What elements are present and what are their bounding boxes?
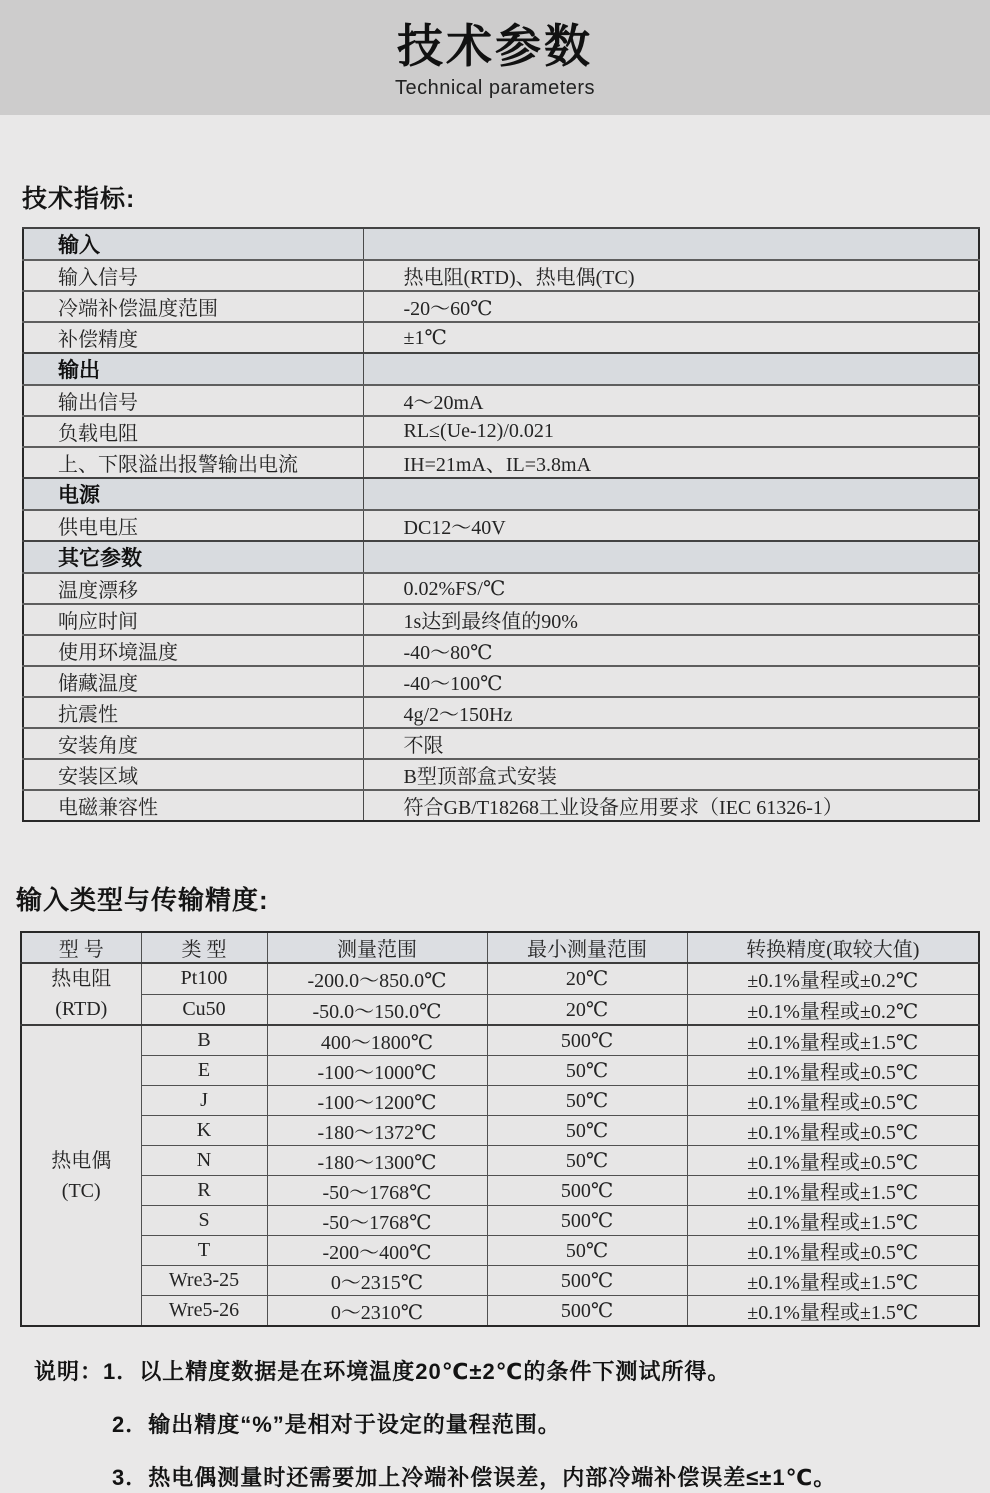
- spec-row: [23, 416, 979, 447]
- spec-row: [23, 728, 979, 759]
- spec-row: [23, 573, 979, 604]
- spec-row: [23, 790, 979, 821]
- range-cell: 0～2310℃: [267, 1296, 487, 1327]
- type-cell: N: [141, 1146, 267, 1176]
- type-cell: Wre3-25: [141, 1266, 267, 1296]
- range-cell: -50.0～150.0℃: [267, 994, 487, 1025]
- accuracy-cell: ±0.1%量程或±0.5℃: [687, 1056, 979, 1086]
- min-range-cell: 500℃: [487, 1296, 687, 1327]
- spec-label: 安装区域: [23, 759, 363, 790]
- spec-section-label: 输入: [23, 228, 363, 260]
- accuracy-cell: ±0.1%量程或±0.5℃: [687, 1086, 979, 1116]
- model-group-cell-tc: [21, 1025, 141, 1326]
- spec-row: [23, 447, 979, 478]
- spec-section-row: [23, 353, 979, 385]
- range-cell: -200.0～850.0℃: [267, 963, 487, 994]
- type-cell: B: [141, 1025, 267, 1056]
- accuracy-row: [21, 1176, 979, 1206]
- spec-label: 温度漂移: [23, 573, 363, 604]
- spec-value: 4～20mA: [363, 385, 979, 416]
- spec-row: [23, 759, 979, 790]
- spec-value: -40～100℃: [363, 666, 979, 697]
- spec-label: 补偿精度: [23, 322, 363, 353]
- accuracy-cell: ±0.1%量程或±0.5℃: [687, 1116, 979, 1146]
- spec-section-value: [363, 228, 979, 260]
- accuracy-row: [21, 1296, 979, 1327]
- spec-row: [23, 510, 979, 541]
- model-line: 热电阻: [51, 968, 112, 990]
- type-cell: Pt100: [141, 963, 267, 994]
- header-cell-min-range: 最小测量范围: [487, 932, 687, 963]
- spec-label: 负载电阻: [23, 416, 363, 447]
- accuracy-row: [21, 1116, 979, 1146]
- type-cell: Wre5-26: [141, 1296, 267, 1327]
- accuracy-cell: ±0.1%量程或±1.5℃: [687, 1296, 979, 1327]
- spec-label: 储藏温度: [23, 666, 363, 697]
- accuracy-cell: ±0.1%量程或±1.5℃: [687, 1266, 979, 1296]
- spec-section-value: [363, 353, 979, 385]
- min-range-cell: 500℃: [487, 1206, 687, 1236]
- spec-value: 0.02%FS/℃: [363, 573, 979, 604]
- page-header: [0, 0, 990, 115]
- notes-section: [34, 1357, 990, 1493]
- spec-section-label: 输出: [23, 353, 363, 385]
- spec-label: 上、下限溢出报警输出电流: [23, 447, 363, 478]
- range-cell: -50～1768℃: [267, 1176, 487, 1206]
- accuracy-cell: ±0.1%量程或±1.5℃: [687, 1206, 979, 1236]
- spec-section-row: [23, 541, 979, 573]
- model-line: 热电偶: [51, 1149, 112, 1172]
- range-cell: -180～1300℃: [267, 1146, 487, 1176]
- min-range-cell: 500℃: [487, 1266, 687, 1296]
- note-line-3: 3．热电偶测量时还需要加上冷端补偿误差，内部冷端补偿误差≤±1℃。: [112, 1465, 837, 1490]
- spec-value: 4g/2～150Hz: [363, 697, 979, 728]
- accuracy-cell: ±0.1%量程或±0.2℃: [687, 963, 979, 994]
- page-subtitle: Technical parameters: [394, 77, 596, 99]
- header-cell-model: 型 号: [21, 932, 141, 963]
- note-line-1: [34, 1357, 990, 1387]
- accuracy-row: [21, 994, 979, 1025]
- spec-label: 响应时间: [23, 604, 363, 635]
- spec-value: 热电阻(RTD)、热电偶(TC): [363, 260, 979, 291]
- spec-section-value: [363, 478, 979, 510]
- range-cell: -50～1768℃: [267, 1206, 487, 1236]
- model-line: (TC): [61, 1179, 101, 1202]
- range-cell: -180～1372℃: [267, 1116, 487, 1146]
- range-cell: -100～1200℃: [267, 1086, 487, 1116]
- note-text: 1．以上精度数据是在环境温度20℃±2℃的条件下测试所得。: [103, 1359, 731, 1384]
- header-cell-accuracy: 转换精度(取较大值): [687, 932, 979, 963]
- min-range-cell: 20℃: [487, 963, 687, 994]
- spec-value: B型顶部盒式安装: [363, 759, 979, 790]
- spec-row: [23, 322, 979, 353]
- spec-label: 抗震性: [23, 697, 363, 728]
- spec-value: DC12～40V: [363, 510, 979, 541]
- accuracy-cell: ±0.1%量程或±0.5℃: [687, 1146, 979, 1176]
- spec-section-row: [23, 228, 979, 260]
- accuracy-cell: ±0.1%量程或±1.5℃: [687, 1176, 979, 1206]
- accuracy-cell: ±0.1%量程或±0.2℃: [687, 994, 979, 1025]
- type-cell: K: [141, 1116, 267, 1146]
- accuracy-row: [21, 1146, 979, 1176]
- spec-value: RL≤(Ue-12)/0.021: [363, 416, 979, 447]
- accuracy-header-row: [21, 932, 979, 963]
- type-cell: S: [141, 1206, 267, 1236]
- page-title: 技术参数: [397, 20, 593, 72]
- type-cell: R: [141, 1176, 267, 1206]
- spec-value: -20～60℃: [363, 291, 979, 322]
- spec-table: [22, 227, 980, 822]
- min-range-cell: 500℃: [487, 1176, 687, 1206]
- accuracy-row: [21, 1025, 979, 1056]
- model-line: (RTD): [55, 998, 108, 1020]
- spec-label: 输出信号: [23, 385, 363, 416]
- accuracy-row: [21, 1056, 979, 1086]
- spec-label: 安装角度: [23, 728, 363, 759]
- spec-row: [23, 697, 979, 728]
- type-cell: E: [141, 1056, 267, 1086]
- range-cell: -200～400℃: [267, 1236, 487, 1266]
- spec-value: -40～80℃: [363, 635, 979, 666]
- section-heading-specs: 技术指标:: [22, 185, 136, 213]
- range-cell: 400～1800℃: [267, 1025, 487, 1056]
- spec-section-row: [23, 478, 979, 510]
- accuracy-cell: ±0.1%量程或±0.5℃: [687, 1236, 979, 1266]
- header-cell-range: 测量范围: [267, 932, 487, 963]
- accuracy-row: [21, 1206, 979, 1236]
- spec-label: 冷端补偿温度范围: [23, 291, 363, 322]
- spec-value: IH=21mA、IL=3.8mA: [363, 447, 979, 478]
- header-cell-type: 类 型: [141, 932, 267, 963]
- spec-value: 1s达到最终值的90%: [363, 604, 979, 635]
- model-group-cell-rtd: [21, 963, 141, 1025]
- spec-label: 电磁兼容性: [23, 790, 363, 821]
- spec-row: [23, 385, 979, 416]
- type-cell: Cu50: [141, 994, 267, 1025]
- accuracy-row: [21, 1086, 979, 1116]
- accuracy-row: [21, 1266, 979, 1296]
- type-cell: T: [141, 1236, 267, 1266]
- accuracy-row: [21, 963, 979, 994]
- spec-value: 符合GB/T18268工业设备应用要求（IEC 61326-1）: [363, 790, 979, 821]
- min-range-cell: 20℃: [487, 994, 687, 1025]
- spec-value: 不限: [363, 728, 979, 759]
- spec-row: [23, 291, 979, 322]
- spec-label: 使用环境温度: [23, 635, 363, 666]
- range-cell: 0～2315℃: [267, 1266, 487, 1296]
- spec-section-label: 电源: [23, 478, 363, 510]
- min-range-cell: 50℃: [487, 1056, 687, 1086]
- spec-label: 输入信号: [23, 260, 363, 291]
- min-range-cell: 500℃: [487, 1025, 687, 1056]
- spec-row: [23, 635, 979, 666]
- section-heading-accuracy: 输入类型与传输精度:: [16, 885, 269, 915]
- note-line-2: 2．输出精度“%”是相对于设定的量程范围。: [112, 1412, 561, 1437]
- spec-row: [23, 604, 979, 635]
- min-range-cell: 50℃: [487, 1116, 687, 1146]
- spec-label: 供电电压: [23, 510, 363, 541]
- notes-prefix: 说明：: [34, 1359, 104, 1384]
- min-range-cell: 50℃: [487, 1236, 687, 1266]
- spec-row: [23, 666, 979, 697]
- min-range-cell: 50℃: [487, 1146, 687, 1176]
- range-cell: -100～1000℃: [267, 1056, 487, 1086]
- spec-section-value: [363, 541, 979, 573]
- accuracy-table: [20, 931, 980, 1327]
- spec-value: ±1℃: [363, 322, 979, 353]
- spec-row: [23, 260, 979, 291]
- type-cell: J: [141, 1086, 267, 1116]
- spec-section-label: 其它参数: [23, 541, 363, 573]
- min-range-cell: 50℃: [487, 1086, 687, 1116]
- accuracy-row: [21, 1236, 979, 1266]
- accuracy-cell: ±0.1%量程或±1.5℃: [687, 1025, 979, 1056]
